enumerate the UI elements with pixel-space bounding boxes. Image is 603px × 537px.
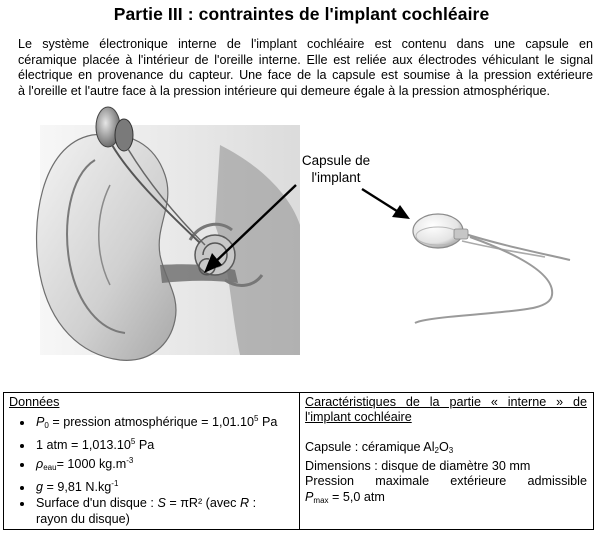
ear-implant-figure: [0, 105, 603, 377]
donnees-heading: Données: [9, 395, 60, 409]
list-item: • 1 atm = $1,013.10^5$ Pa: [34, 434, 293, 453]
ear-illustration: [37, 107, 300, 360]
list-item: • g = 9,81 $N.kg^{-1}$: [34, 476, 293, 495]
caracteristiques-heading: l'implant cochléaire: [305, 410, 412, 424]
capsule-spec: Capsule : céramique $Al_2O_3$: [305, 440, 454, 455]
intro-line: à l'oreille et l'autre face à la pression intérieure qui demeure égale à la pression atmosphérique.: [18, 83, 550, 98]
pression-spec: Pression maximale extérieure admissible: [305, 474, 587, 488]
callout-line: l'implant: [311, 170, 361, 185]
intro-paragraph: [18, 37, 593, 99]
intro-line: céramique placée à l'intérieur de l'oreille interne. Elle est reliée aux électrodes véhiculant le signal: [18, 52, 593, 67]
capsule-callout-label: [282, 152, 390, 186]
callout-line: Capsule de: [301, 153, 371, 168]
list-item: • $\rho_{eau}= 1000$ $kg.m^{-3}$: [34, 453, 293, 476]
implant-capsule-illustration: [413, 214, 570, 323]
intro-line: électrique en provenance du capteur. Une face de la capsule est soumise à la pression extérieure: [18, 68, 593, 83]
intro-line: Le système électronique interne de l'implant cochléaire est contenu dans une capsule en: [18, 37, 593, 51]
page-title: Partie III : contraintes de l'implant cochléaire: [113, 4, 490, 24]
donnees-cell: [4, 393, 300, 530]
caracteristiques-cell: [300, 393, 594, 530]
dimensions-spec: Dimensions : disque de diamètre 30 mm: [305, 458, 531, 473]
list-item: • $P_0$ = pression atmosphérique = $1,01.10^5$ Pa: [34, 411, 293, 434]
pmax-spec: $P_{max} = 5,0$ atm: [305, 489, 385, 505]
donnees-list: [9, 411, 293, 527]
list-item: • Surface d'un disque : S = πR² (avec R : rayon du disque): [34, 495, 293, 527]
caracteristiques-heading: Caractéristiques de la partie « interne » de: [305, 395, 587, 409]
data-table: [3, 392, 594, 530]
capsule-arrow: [362, 189, 410, 219]
